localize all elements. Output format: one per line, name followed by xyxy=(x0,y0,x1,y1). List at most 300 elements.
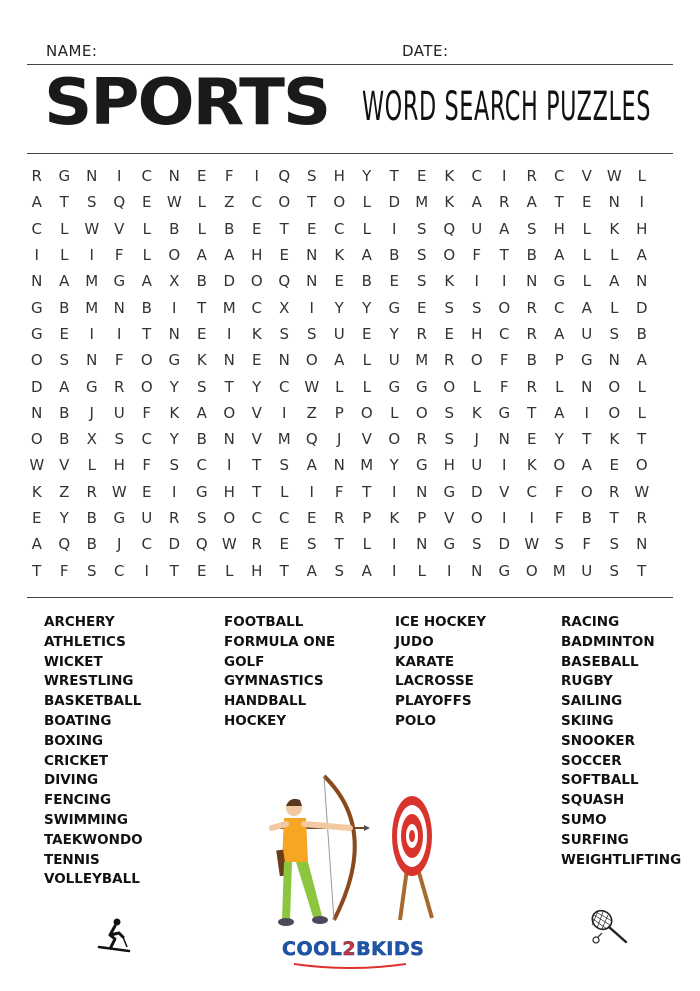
grid-letter: H xyxy=(251,246,263,265)
word-list-item: SQUASH xyxy=(561,792,625,809)
grid-letter: V xyxy=(59,456,70,475)
grid-letter: Q xyxy=(443,219,456,238)
grid-letter: W xyxy=(221,535,237,554)
grid-letter: C xyxy=(141,535,152,554)
grid-letter: O xyxy=(443,246,456,265)
grid-letter: D xyxy=(498,535,511,554)
grid-letter: E xyxy=(142,482,152,501)
grid-letter: M xyxy=(85,272,99,291)
grid-letter: A xyxy=(306,561,317,580)
grid-letter: E xyxy=(252,219,262,238)
grid-letter: R xyxy=(86,482,97,501)
grid-letter: O xyxy=(278,193,291,212)
grid-letter: S xyxy=(86,193,97,212)
grid-letter: T xyxy=(32,561,42,580)
grid-letter: K xyxy=(251,324,262,343)
grid-letter: S xyxy=(59,351,70,370)
grid-letter: K xyxy=(609,430,620,449)
grid-letter: U xyxy=(581,561,593,580)
grid-letter: I xyxy=(392,219,397,238)
grid-row xyxy=(23,479,683,505)
grid-letter: R xyxy=(526,324,537,343)
grid-letter: V xyxy=(444,509,455,527)
grid-letter: O xyxy=(608,403,621,422)
grid-letter: I xyxy=(309,298,314,317)
grid-letter: S xyxy=(279,456,290,475)
grid-letter: A xyxy=(59,272,70,291)
grid-letter: O xyxy=(333,193,346,212)
grid-letter: E xyxy=(197,167,207,186)
grid-letter: R xyxy=(416,324,427,343)
grid-letter: R xyxy=(444,351,455,370)
grid-letter: B xyxy=(59,430,70,449)
word-list-item: VOLLEYBALL xyxy=(44,871,140,888)
word-list-item: LACROSSE xyxy=(395,673,474,690)
grid-letter: N xyxy=(86,167,98,186)
grid-letter: Q xyxy=(113,193,126,212)
grid-letter: A xyxy=(581,456,592,475)
grid-letter: N xyxy=(416,482,428,501)
grid-letter: E xyxy=(527,430,537,449)
grid-row xyxy=(23,373,683,399)
grid-letter: A xyxy=(554,403,565,422)
grid-letter: R xyxy=(609,482,620,501)
grid-letter: W xyxy=(606,167,622,186)
grid-letter: C xyxy=(499,324,510,343)
grid-letter: S xyxy=(334,561,345,580)
grid-letter: S xyxy=(169,456,180,475)
grid-letter: L xyxy=(362,351,371,370)
grid-letter: Q xyxy=(58,535,71,554)
grid-letter: N xyxy=(31,272,43,291)
grid-letter: V xyxy=(114,219,125,238)
grid-letter: I xyxy=(639,193,644,212)
grid-letter: O xyxy=(553,456,566,475)
logo-text-2: 2 xyxy=(342,938,357,960)
grid-letter: R xyxy=(169,509,180,527)
grid-letter: C xyxy=(141,430,152,449)
grid-letter: S xyxy=(86,561,97,580)
grid-letter: B xyxy=(86,535,97,554)
grid-letter: I xyxy=(502,167,507,186)
grid-letter: W xyxy=(166,193,182,212)
grid-letter: B xyxy=(224,219,235,238)
grid-letter: Y xyxy=(169,430,179,449)
grid-letter: L xyxy=(60,246,69,265)
grid-letter: K xyxy=(389,509,400,527)
grid-letter: A xyxy=(59,377,70,396)
grid-letter: T xyxy=(582,430,592,449)
name-label: NAME: xyxy=(46,42,98,60)
grid-letter: E xyxy=(197,561,207,580)
grid-letter: O xyxy=(388,430,401,449)
grid-letter: N xyxy=(608,193,620,212)
grid-letter: H xyxy=(553,219,565,238)
grid-letter: O xyxy=(635,456,648,475)
grid-letter: Y xyxy=(362,167,372,186)
word-list-item: BOXING xyxy=(44,732,104,749)
grid-letter: L xyxy=(417,561,426,580)
grid-letter: F xyxy=(142,456,152,475)
word-list-item: SOCCER xyxy=(561,752,622,769)
grid-letter: S xyxy=(471,535,482,554)
grid-letter: L xyxy=(637,403,646,422)
grid-letter: I xyxy=(117,167,122,186)
grid-letter: N xyxy=(333,456,345,475)
grid-letter: M xyxy=(552,561,566,580)
grid-letter: L xyxy=(362,535,371,554)
grid-letter: K xyxy=(169,403,180,422)
grid-letter: O xyxy=(470,509,483,527)
grid-letter: H xyxy=(636,219,648,238)
grid-letter: H xyxy=(113,456,125,475)
grid-letter: S xyxy=(471,298,482,317)
grid-letter: R xyxy=(114,377,125,396)
grid-letter: U xyxy=(471,456,483,475)
grid-letter: N xyxy=(416,535,428,554)
grid-letter: I xyxy=(227,324,232,343)
grid-letter: H xyxy=(443,456,455,475)
word-list-item: BASKETBALL xyxy=(44,693,142,710)
grid-letter: C xyxy=(141,167,152,186)
word-list-item: ATHLETICS xyxy=(44,633,126,650)
grid-letter: I xyxy=(584,403,589,422)
grid-letter: S xyxy=(609,535,620,554)
grid-letter: I xyxy=(89,324,94,343)
grid-letter: K xyxy=(609,219,620,238)
grid-letter: F xyxy=(334,482,344,501)
grid-letter: L xyxy=(142,246,151,265)
grid-letter: N xyxy=(581,377,593,396)
grid-letter: O xyxy=(223,509,236,527)
grid-letter: T xyxy=(142,324,152,343)
grid-letter: X xyxy=(169,272,180,291)
grid-letter: G xyxy=(30,298,43,317)
grid-letter: A xyxy=(31,193,42,212)
grid-letter: F xyxy=(472,246,482,265)
grid-letter: R xyxy=(31,167,42,186)
grid-letter: I xyxy=(172,298,177,317)
grid-letter: A xyxy=(526,193,537,212)
grid-row xyxy=(23,189,683,215)
logo-text-cool: COOL xyxy=(282,938,343,960)
grid-letter: S xyxy=(196,377,207,396)
grid-letter: X xyxy=(86,430,97,449)
grid-letter: D xyxy=(30,377,43,396)
grid-letter: U xyxy=(581,324,593,343)
grid-letter: E xyxy=(279,246,289,265)
grid-letter: Y xyxy=(252,377,262,396)
grid-letter: A xyxy=(499,219,510,238)
grid-letter: R xyxy=(416,430,427,449)
grid-letter: L xyxy=(280,482,289,501)
grid-letter: U xyxy=(388,351,400,370)
grid-rule xyxy=(27,597,673,598)
word-list-item: TAEKWONDO xyxy=(44,831,143,848)
word-list-item: DIVING xyxy=(44,772,99,789)
grid-letter: S xyxy=(196,509,207,527)
grid-letter: K xyxy=(196,351,207,370)
grid-letter: S xyxy=(306,535,317,554)
grid-letter: K xyxy=(444,193,455,212)
logo-swoosh xyxy=(290,962,410,970)
grid-letter: Q xyxy=(195,535,208,554)
word-list-item: WRESTLING xyxy=(44,673,134,690)
grid-letter: I xyxy=(117,324,122,343)
grid-letter: N xyxy=(306,246,318,265)
grid-letter: T xyxy=(362,482,372,501)
grid-letter: C xyxy=(114,561,125,580)
grid-letter: T xyxy=(334,535,344,554)
grid-letter: O xyxy=(443,377,456,396)
grid-letter: N xyxy=(223,351,235,370)
grid-letter: W xyxy=(304,377,320,396)
grid-letter: L xyxy=(582,219,591,238)
grid-letter: E xyxy=(197,324,207,343)
word-list-item: RACING xyxy=(561,614,620,630)
grid-letter: I xyxy=(89,246,94,265)
grid-row xyxy=(23,163,683,189)
grid-letter: H xyxy=(471,324,483,343)
title-sports: SPORTS xyxy=(44,66,330,140)
grid-letter: N xyxy=(636,535,648,554)
grid-letter: Y xyxy=(389,456,399,475)
grid-letter: K xyxy=(31,482,42,501)
grid-letter: K xyxy=(526,456,537,475)
grid-letter: F xyxy=(499,351,509,370)
grid-letter: I xyxy=(309,482,314,501)
grid-letter: E xyxy=(32,509,42,527)
grid-letter: E xyxy=(444,324,454,343)
grid-letter: R xyxy=(526,167,537,186)
grid-letter: E xyxy=(362,324,372,343)
grid-letter: W xyxy=(111,482,127,501)
grid-letter: O xyxy=(305,351,318,370)
word-list-column-4 xyxy=(561,613,681,870)
word-list-item: SOFTBALL xyxy=(561,772,639,789)
grid-letter: O xyxy=(250,272,263,291)
grid-letter: L xyxy=(197,193,206,212)
word-list-item: FENCING xyxy=(44,792,112,809)
grid-letter: R xyxy=(636,509,647,527)
grid-letter: S xyxy=(306,324,317,343)
grid-letter: O xyxy=(415,403,428,422)
grid-letter: C xyxy=(251,298,262,317)
grid-letter: S xyxy=(114,430,125,449)
grid-letter: J xyxy=(474,430,479,449)
grid-letter: W xyxy=(29,456,45,475)
grid-letter: I xyxy=(447,561,452,580)
badminton-racket-icon xyxy=(588,907,632,947)
grid-letter: T xyxy=(224,377,234,396)
archer-illustration xyxy=(262,770,372,930)
grid-letter: G xyxy=(443,535,456,554)
grid-letter: O xyxy=(580,482,593,501)
grid-row xyxy=(23,531,683,557)
grid-letter: A xyxy=(361,246,372,265)
grid-letter: C xyxy=(31,219,42,238)
grid-letter: N xyxy=(498,430,510,449)
grid-letter: B xyxy=(59,298,70,317)
grid-letter: T xyxy=(252,482,262,501)
grid-letter: B xyxy=(196,272,207,291)
grid-letter: R xyxy=(526,298,537,317)
grid-letter: L xyxy=(87,456,96,475)
grid-letter: S xyxy=(306,167,317,186)
grid-letter: B xyxy=(526,246,537,265)
grid-letter: O xyxy=(223,403,236,422)
grid-letter: O xyxy=(608,377,621,396)
grid-letter: W xyxy=(84,219,100,238)
grid-letter: C xyxy=(554,167,565,186)
grid-letter: A xyxy=(471,193,482,212)
grid-letter: G xyxy=(580,351,593,370)
grid-letter: E xyxy=(609,456,619,475)
grid-letter: I xyxy=(392,535,397,554)
grid-letter: T xyxy=(499,246,509,265)
grid-letter: M xyxy=(277,430,291,449)
grid-letter: W xyxy=(524,535,540,554)
grid-letter: S xyxy=(444,403,455,422)
grid-letter: B xyxy=(169,219,180,238)
grid-letter: M xyxy=(415,193,429,212)
grid-letter: Y xyxy=(334,298,344,317)
grid-letter: L xyxy=(225,561,234,580)
grid-letter: K xyxy=(471,403,482,422)
grid-letter: L xyxy=(610,298,619,317)
grid-letter: N xyxy=(278,351,290,370)
grid-letter: L xyxy=(142,219,151,238)
grid-letter: S xyxy=(609,561,620,580)
word-list-item: HANDBALL xyxy=(224,693,307,710)
grid-letter: K xyxy=(334,246,345,265)
grid-letter: F xyxy=(582,535,592,554)
word-list-item: SWIMMING xyxy=(44,811,128,828)
grid-letter: A xyxy=(636,351,647,370)
grid-letter: F xyxy=(554,509,564,527)
word-list-item: BASEBALL xyxy=(561,653,639,670)
grid-letter: A xyxy=(554,324,565,343)
grid-letter: O xyxy=(498,298,511,317)
grid-letter: U xyxy=(333,324,345,343)
grid-letter: M xyxy=(222,298,236,317)
grid-letter: E xyxy=(279,535,289,554)
word-list-item: GYMNASTICS xyxy=(224,673,324,690)
grid-letter: T xyxy=(609,509,619,527)
word-list-item: WICKET xyxy=(44,653,103,670)
grid-letter: T xyxy=(307,193,317,212)
grid-letter: I xyxy=(282,403,287,422)
grid-letter: T xyxy=(197,298,207,317)
grid-letter: E xyxy=(307,509,317,527)
grid-letter: W xyxy=(634,482,650,501)
grid-letter: Y xyxy=(554,430,564,449)
word-list-item: CRICKET xyxy=(44,752,109,769)
grid-letter: G xyxy=(195,482,208,501)
grid-letter: E xyxy=(307,219,317,238)
grid-letter: H xyxy=(333,167,345,186)
grid-letter: U xyxy=(471,219,483,238)
grid-letter: J xyxy=(117,535,122,554)
grid-letter: D xyxy=(470,482,483,501)
grid-letter: L xyxy=(582,246,591,265)
grid-letter: G xyxy=(30,324,43,343)
grid-letter: D xyxy=(388,193,401,212)
word-list-item: SAILING xyxy=(561,693,623,710)
grid-row xyxy=(23,505,683,531)
grid-letter: O xyxy=(360,403,373,422)
grid-letter: I xyxy=(502,456,507,475)
grid-letter: L xyxy=(582,272,591,291)
grid-letter: T xyxy=(554,193,564,212)
word-list-item: SUMO xyxy=(561,811,607,828)
grid-letter: B xyxy=(86,509,97,527)
grid-letter: O xyxy=(470,351,483,370)
grid-letter: G xyxy=(113,272,126,291)
grid-letter: M xyxy=(360,456,374,475)
grid-letter: E xyxy=(582,193,592,212)
grid-letter: C xyxy=(554,298,565,317)
grid-letter: O xyxy=(30,430,43,449)
logo-text-bkids: BKIDS xyxy=(356,938,425,960)
grid-letter: E xyxy=(142,193,152,212)
grid-letter: M xyxy=(85,298,99,317)
grid-letter: X xyxy=(279,298,290,317)
grid-letter: S xyxy=(444,298,455,317)
grid-letter: R xyxy=(251,535,262,554)
grid-letter: Z xyxy=(224,193,235,212)
grid-letter: T xyxy=(637,430,647,449)
grid-letter: O xyxy=(140,377,153,396)
grid-letter: C xyxy=(196,456,207,475)
word-list-item: BADMINTON xyxy=(561,633,655,650)
grid-letter: J xyxy=(89,403,94,422)
word-list-item: SURFING xyxy=(561,831,629,848)
grid-letter: Y xyxy=(362,298,372,317)
word-list-item: WEIGHTLIFTING xyxy=(561,851,682,868)
grid-letter: A xyxy=(306,456,317,475)
grid-row xyxy=(23,557,683,583)
grid-letter: E xyxy=(59,324,69,343)
grid-letter: F xyxy=(554,482,564,501)
grid-letter: I xyxy=(172,482,177,501)
grid-letter: O xyxy=(140,351,153,370)
grid-row xyxy=(23,294,683,320)
grid-letter: G xyxy=(388,298,401,317)
title-subtitle: WORD SEARCH PUZZLES xyxy=(362,84,652,130)
word-list-item: FOOTBALL xyxy=(224,614,304,630)
grid-letter: V xyxy=(581,167,592,186)
grid-letter: N xyxy=(31,403,43,422)
grid-letter: B xyxy=(636,324,647,343)
grid-letter: L xyxy=(335,377,344,396)
grid-letter: L xyxy=(637,377,646,396)
word-list-item: FORMULA ONE xyxy=(224,633,336,650)
grid-letter: I xyxy=(144,561,149,580)
grid-row xyxy=(23,216,683,242)
grid-letter: Z xyxy=(306,403,317,422)
grid-letter: I xyxy=(529,509,534,527)
grid-letter: O xyxy=(30,351,43,370)
grid-letter: L xyxy=(637,167,646,186)
grid-row xyxy=(23,321,683,347)
grid-letter: N xyxy=(223,430,235,449)
grid-letter: H xyxy=(223,482,235,501)
grid-letter: G xyxy=(85,377,98,396)
grid-letter: U xyxy=(141,509,153,527)
grid-letter: N xyxy=(168,324,180,343)
grid-letter: S xyxy=(416,219,427,238)
